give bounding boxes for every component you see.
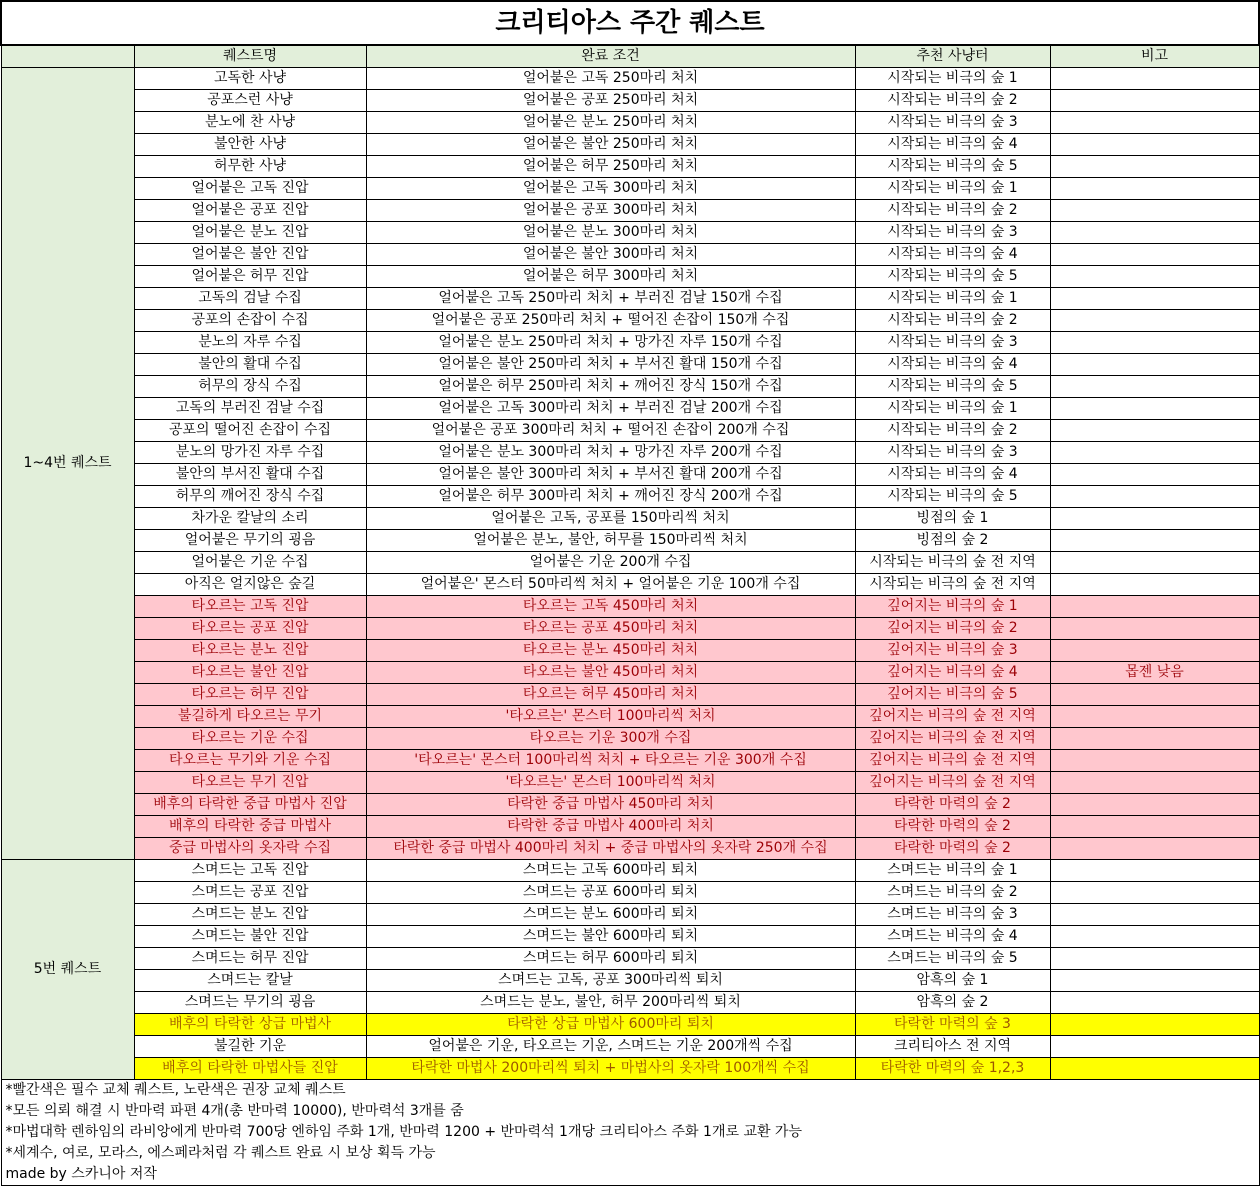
quest-name-cell: 허무의 장식 수집 xyxy=(134,376,366,398)
quest-note-cell xyxy=(1050,90,1259,112)
quest-name-cell: 차가운 칼날의 소리 xyxy=(134,508,366,530)
quest-name-cell: 고독의 부러진 검날 수집 xyxy=(134,398,366,420)
quest-note-cell xyxy=(1050,200,1259,222)
quest-place-cell: 스며드는 비극의 숲 5 xyxy=(855,948,1050,970)
quest-place-cell: 시작되는 비극의 숲 5 xyxy=(855,376,1050,398)
quest-note-cell xyxy=(1050,464,1259,486)
quest-row xyxy=(1,794,1259,816)
quest-row xyxy=(1,992,1259,1014)
quest-place-cell: 빙점의 숲 1 xyxy=(855,508,1050,530)
quest-name-cell: 분노의 자루 수집 xyxy=(134,332,366,354)
quest-place-cell: 시작되는 비극의 숲 5 xyxy=(855,156,1050,178)
quest-note-cell xyxy=(1050,618,1259,640)
quest-place-cell: 빙점의 숲 2 xyxy=(855,530,1050,552)
quest-name-cell: 분노의 망가진 자루 수집 xyxy=(134,442,366,464)
quest-name-cell: 아직은 얼지않은 숲길 xyxy=(134,574,366,596)
quest-condition-cell: 타오르는 공포 450마리 처치 xyxy=(366,618,855,640)
quest-note-cell xyxy=(1050,156,1259,178)
quest-condition-cell: 스며드는 허무 600마리 퇴치 xyxy=(366,948,855,970)
quest-row xyxy=(1,970,1259,992)
quest-note-cell xyxy=(1050,640,1259,662)
quest-condition-cell: 얼어붙은 공포 300마리 처치 xyxy=(366,200,855,222)
quest-row xyxy=(1,618,1259,640)
quest-name-cell: 배후의 타락한 상급 마법사 xyxy=(134,1014,366,1036)
footnote-row xyxy=(1,1080,1259,1102)
quest-row xyxy=(1,816,1259,838)
quest-row xyxy=(1,68,1259,90)
quest-condition-cell: 얼어붙은 고독 300마리 처치 + 부러진 검날 200개 수집 xyxy=(366,398,855,420)
quest-condition-cell: 얼어붙은 허무 300마리 처치 + 깨어진 장식 200개 수집 xyxy=(366,486,855,508)
quest-note-cell xyxy=(1050,970,1259,992)
quest-note-cell xyxy=(1050,992,1259,1014)
quest-name-cell: 얼어붙은 불안 진압 xyxy=(134,244,366,266)
quest-row xyxy=(1,156,1259,178)
quest-row xyxy=(1,508,1259,530)
quest-name-cell: 배후의 타락한 중급 마법사 진압 xyxy=(134,794,366,816)
quest-condition-cell: 타오르는 허무 450마리 처치 xyxy=(366,684,855,706)
quest-place-cell: 크리티아스 전 지역 xyxy=(855,1036,1050,1058)
quest-note-cell xyxy=(1050,684,1259,706)
quest-note-cell xyxy=(1050,904,1259,926)
header-row xyxy=(1,45,1259,68)
quest-row xyxy=(1,552,1259,574)
quest-name-cell: 허무의 깨어진 장식 수집 xyxy=(134,486,366,508)
quest-row xyxy=(1,90,1259,112)
quest-place-cell: 암흑의 숲 1 xyxy=(855,970,1050,992)
quest-condition-cell: 스며드는 고독 600마리 퇴치 xyxy=(366,860,855,882)
quest-condition-cell: 얼어붙은 불안 300마리 처치 xyxy=(366,244,855,266)
quest-condition-cell: 얼어붙은 허무 250마리 처치 + 깨어진 장식 150개 수집 xyxy=(366,376,855,398)
quest-condition-cell: 얼어붙은 고독 250마리 처치 xyxy=(366,68,855,90)
quest-condition-cell: 타락한 중급 마법사 400마리 처치 xyxy=(366,816,855,838)
quest-note-cell xyxy=(1050,772,1259,794)
quest-place-cell: 시작되는 비극의 숲 1 xyxy=(855,68,1050,90)
quest-place-cell: 시작되는 비극의 숲 4 xyxy=(855,354,1050,376)
quest-row xyxy=(1,882,1259,904)
page-title: 크리티아스 주간 퀘스트 xyxy=(1,1,1259,45)
quest-condition-cell: 타락한 중급 마법사 400마리 처치 + 중급 마법사의 옷자락 250개 수집 xyxy=(366,838,855,860)
quest-name-cell: 불길한 기운 xyxy=(134,1036,366,1058)
quest-row xyxy=(1,376,1259,398)
quest-row xyxy=(1,310,1259,332)
quest-place-cell: 시작되는 비극의 숲 전 지역 xyxy=(855,552,1050,574)
quest-place-cell: 스며드는 비극의 숲 2 xyxy=(855,882,1050,904)
quest-condition-cell: 스며드는 분노 600마리 퇴치 xyxy=(366,904,855,926)
quest-place-cell: 시작되는 비극의 숲 5 xyxy=(855,266,1050,288)
quest-name-cell: 타오르는 기운 수집 xyxy=(134,728,366,750)
footnote-text: *세계수, 여로, 모라스, 에스페라처럼 각 퀘스트 완료 시 보상 획득 가능 xyxy=(1,1143,1259,1164)
quest-name-cell: 얼어붙은 기운 수집 xyxy=(134,552,366,574)
quest-row xyxy=(1,266,1259,288)
quest-name-cell: 얼어붙은 공포 진압 xyxy=(134,200,366,222)
footnote-text: *빨간색은 필수 교체 퀘스트, 노란색은 권장 교체 퀘스트 xyxy=(1,1080,1259,1102)
quest-place-cell: 시작되는 비극의 숲 1 xyxy=(855,178,1050,200)
quest-condition-cell: 스며드는 분노, 불안, 허무 200마리씩 퇴치 xyxy=(366,992,855,1014)
quest-condition-cell: 얼어붙은 기운, 타오르는 기운, 스며드는 기운 200개씩 수집 xyxy=(366,1036,855,1058)
quest-row xyxy=(1,860,1259,882)
quest-place-cell: 스며드는 비극의 숲 1 xyxy=(855,860,1050,882)
quest-row xyxy=(1,1036,1259,1058)
quest-name-cell: 스며드는 공포 진압 xyxy=(134,882,366,904)
quest-row xyxy=(1,640,1259,662)
quest-note-cell xyxy=(1050,420,1259,442)
quest-note-cell xyxy=(1050,728,1259,750)
quest-place-cell: 깊어지는 비극의 숲 전 지역 xyxy=(855,728,1050,750)
quest-condition-cell: 타오르는 고독 450마리 처치 xyxy=(366,596,855,618)
header-condition: 완료 조건 xyxy=(366,45,855,68)
footnote-row xyxy=(1,1101,1259,1122)
quest-condition-cell: 타락한 중급 마법사 450마리 처치 xyxy=(366,794,855,816)
quest-row xyxy=(1,684,1259,706)
quest-row xyxy=(1,200,1259,222)
quest-row xyxy=(1,904,1259,926)
quest-note-cell xyxy=(1050,794,1259,816)
quest-condition-cell: 얼어붙은 고독 250마리 처치 + 부러진 검날 150개 수집 xyxy=(366,288,855,310)
quest-place-cell: 시작되는 비극의 숲 3 xyxy=(855,442,1050,464)
quest-condition-cell: 얼어붙은 고독, 공포를 150마리씩 처치 xyxy=(366,508,855,530)
quest-place-cell: 시작되는 비극의 숲 3 xyxy=(855,332,1050,354)
quest-note-cell xyxy=(1050,244,1259,266)
quest-row xyxy=(1,662,1259,684)
quest-note-cell xyxy=(1050,332,1259,354)
quest-note-cell: 몹젠 낮음 xyxy=(1050,662,1259,684)
quest-name-cell: 불안의 활대 수집 xyxy=(134,354,366,376)
quest-name-cell: 공포스런 사냥 xyxy=(134,90,366,112)
quest-name-cell: 타오르는 공포 진압 xyxy=(134,618,366,640)
quest-condition-cell: 타락한 상급 마법사 600마리 퇴치 xyxy=(366,1014,855,1036)
quest-name-cell: 스며드는 불안 진압 xyxy=(134,926,366,948)
quest-row xyxy=(1,244,1259,266)
quest-name-cell: 배후의 타락한 중급 마법사 xyxy=(134,816,366,838)
quest-condition-cell: 얼어붙은 고독 300마리 처치 xyxy=(366,178,855,200)
quest-place-cell: 시작되는 비극의 숲 2 xyxy=(855,420,1050,442)
quest-place-cell: 깊어지는 비극의 숲 1 xyxy=(855,596,1050,618)
quest-place-cell: 스며드는 비극의 숲 3 xyxy=(855,904,1050,926)
quest-name-cell: 얼어붙은 허무 진압 xyxy=(134,266,366,288)
quest-condition-cell: 얼어붙은 불안 300마리 처치 + 부서진 활대 200개 수집 xyxy=(366,464,855,486)
quest-name-cell: 배후의 타락한 마법사들 진압 xyxy=(134,1058,366,1080)
quest-note-cell xyxy=(1050,134,1259,156)
quest-row xyxy=(1,728,1259,750)
quest-condition-cell: '타오르는' 몬스터 100마리씩 처치 xyxy=(366,706,855,728)
quest-place-cell: 시작되는 비극의 숲 3 xyxy=(855,112,1050,134)
quest-row xyxy=(1,354,1259,376)
quest-row xyxy=(1,332,1259,354)
quest-place-cell: 시작되는 비극의 숲 4 xyxy=(855,134,1050,156)
quest-row xyxy=(1,464,1259,486)
quest-name-cell: 불안한 사냥 xyxy=(134,134,366,156)
quest-note-cell xyxy=(1050,398,1259,420)
quest-condition-cell: 얼어붙은 분노 250마리 처치 xyxy=(366,112,855,134)
quest-row xyxy=(1,706,1259,728)
quest-note-cell xyxy=(1050,1014,1259,1036)
quest-note-cell xyxy=(1050,354,1259,376)
footnote-row xyxy=(1,1122,1259,1143)
quest-place-cell: 암흑의 숲 2 xyxy=(855,992,1050,1014)
quest-place-cell: 깊어지는 비극의 숲 2 xyxy=(855,618,1050,640)
quest-name-cell: 허무한 사냥 xyxy=(134,156,366,178)
quest-place-cell: 시작되는 비극의 숲 2 xyxy=(855,90,1050,112)
quest-condition-cell: 타오르는 불안 450마리 처치 xyxy=(366,662,855,684)
header-hunting-ground: 추천 사냥터 xyxy=(855,45,1050,68)
quest-note-cell xyxy=(1050,552,1259,574)
quest-place-cell: 깊어지는 비극의 숲 4 xyxy=(855,662,1050,684)
header-quest-name: 퀘스트명 xyxy=(134,45,366,68)
quest-name-cell: 스며드는 무기의 굉음 xyxy=(134,992,366,1014)
quest-place-cell: 시작되는 비극의 숲 1 xyxy=(855,288,1050,310)
quest-name-cell: 타오르는 무기와 기운 수집 xyxy=(134,750,366,772)
quest-row xyxy=(1,288,1259,310)
quest-note-cell xyxy=(1050,1058,1259,1080)
quest-place-cell: 시작되는 비극의 숲 4 xyxy=(855,464,1050,486)
quest-name-cell: 타오르는 고독 진압 xyxy=(134,596,366,618)
footnote-text: made by 스카니아 저작 xyxy=(1,1164,1259,1186)
footnote-text: *마법대학 렌하임의 라비앙에게 반마력 700당 엔하임 주화 1개, 반마력 1200 + 반마력석 1개당 크리티아스 주화 1개로 교환 가능 xyxy=(1,1122,1259,1143)
quest-note-cell xyxy=(1050,178,1259,200)
quest-name-cell: 공포의 떨어진 손잡이 수집 xyxy=(134,420,366,442)
quest-row xyxy=(1,530,1259,552)
quest-note-cell xyxy=(1050,948,1259,970)
quest-name-cell: 불안의 부서진 활대 수집 xyxy=(134,464,366,486)
quest-group-label: 5번 퀘스트 xyxy=(1,860,134,1080)
quest-condition-cell: 얼어붙은 분노 300마리 처치 xyxy=(366,222,855,244)
quest-condition-cell: 얼어붙은 불안 250마리 처치 + 부서진 활대 150개 수집 xyxy=(366,354,855,376)
quest-name-cell: 스며드는 허무 진압 xyxy=(134,948,366,970)
quest-place-cell: 깊어지는 비극의 숲 전 지역 xyxy=(855,706,1050,728)
quest-condition-cell: 스며드는 고독, 공포 300마리씩 퇴치 xyxy=(366,970,855,992)
footnote-row xyxy=(1,1143,1259,1164)
quest-row xyxy=(1,772,1259,794)
quest-condition-cell: 얼어붙은 허무 250마리 처치 xyxy=(366,156,855,178)
quest-note-cell xyxy=(1050,574,1259,596)
quest-name-cell: 고독한 사냥 xyxy=(134,68,366,90)
quest-condition-cell: 타오르는 기운 300개 수집 xyxy=(366,728,855,750)
quest-name-cell: 고독의 검날 수집 xyxy=(134,288,366,310)
quest-place-cell: 타락한 마력의 숲 2 xyxy=(855,816,1050,838)
quest-place-cell: 시작되는 비극의 숲 전 지역 xyxy=(855,574,1050,596)
quest-note-cell xyxy=(1050,288,1259,310)
quest-place-cell: 시작되는 비극의 숲 3 xyxy=(855,222,1050,244)
quest-name-cell: 스며드는 고독 진압 xyxy=(134,860,366,882)
quest-condition-cell: 스며드는 공포 600마리 퇴치 xyxy=(366,882,855,904)
quest-place-cell: 타락한 마력의 숲 2 xyxy=(855,838,1050,860)
quest-name-cell: 공포의 손잡이 수집 xyxy=(134,310,366,332)
quest-name-cell: 타오르는 분노 진압 xyxy=(134,640,366,662)
quest-condition-cell: 얼어붙은 공포 250마리 처치 xyxy=(366,90,855,112)
quest-name-cell: 타오르는 무기 진압 xyxy=(134,772,366,794)
quest-note-cell xyxy=(1050,530,1259,552)
quest-note-cell xyxy=(1050,310,1259,332)
quest-place-cell: 깊어지는 비극의 숲 전 지역 xyxy=(855,772,1050,794)
quest-condition-cell: '타오르는' 몬스터 100마리씩 처치 xyxy=(366,772,855,794)
quest-note-cell xyxy=(1050,882,1259,904)
quest-name-cell: 분노에 찬 사냥 xyxy=(134,112,366,134)
quest-note-cell xyxy=(1050,838,1259,860)
quest-row xyxy=(1,596,1259,618)
header-remarks: 비고 xyxy=(1050,45,1259,68)
quest-row xyxy=(1,574,1259,596)
footnote-text: *모든 의뢰 해결 시 반마력 파편 4개(총 반마력 10000), 반마력석 3개를 줌 xyxy=(1,1101,1259,1122)
header-corner xyxy=(1,45,134,68)
quest-note-cell xyxy=(1050,222,1259,244)
quest-place-cell: 타락한 마력의 숲 3 xyxy=(855,1014,1050,1036)
quest-note-cell xyxy=(1050,816,1259,838)
quest-row xyxy=(1,838,1259,860)
quest-row xyxy=(1,398,1259,420)
quest-row xyxy=(1,112,1259,134)
quest-note-cell xyxy=(1050,926,1259,948)
quest-name-cell: 얼어붙은 무기의 굉음 xyxy=(134,530,366,552)
quest-condition-cell: 얼어붙은' 몬스터 50마리씩 처치 + 얼어붙은 기운 100개 수집 xyxy=(366,574,855,596)
quest-place-cell: 스며드는 비극의 숲 4 xyxy=(855,926,1050,948)
quest-condition-cell: 얼어붙은 분노 300마리 처치 + 망가진 자루 200개 수집 xyxy=(366,442,855,464)
quest-row xyxy=(1,178,1259,200)
quest-place-cell: 시작되는 비극의 숲 4 xyxy=(855,244,1050,266)
quest-place-cell: 시작되는 비극의 숲 1 xyxy=(855,398,1050,420)
quest-row xyxy=(1,1058,1259,1080)
quest-condition-cell: 얼어붙은 공포 300마리 처치 + 떨어진 손잡이 200개 수집 xyxy=(366,420,855,442)
quest-name-cell: 불길하게 타오르는 무기 xyxy=(134,706,366,728)
quest-condition-cell: 얼어붙은 기운 200개 수집 xyxy=(366,552,855,574)
quest-note-cell xyxy=(1050,508,1259,530)
quest-note-cell xyxy=(1050,68,1259,90)
quest-place-cell: 타락한 마력의 숲 2 xyxy=(855,794,1050,816)
quest-name-cell: 얼어붙은 고독 진압 xyxy=(134,178,366,200)
quest-name-cell: 스며드는 분노 진압 xyxy=(134,904,366,926)
quest-row xyxy=(1,948,1259,970)
quest-note-cell xyxy=(1050,706,1259,728)
quest-group-label: 1~4번 퀘스트 xyxy=(1,68,134,860)
quest-name-cell: 중급 마법사의 옷자락 수집 xyxy=(134,838,366,860)
quest-note-cell xyxy=(1050,1036,1259,1058)
quest-note-cell xyxy=(1050,266,1259,288)
quest-place-cell: 깊어지는 비극의 숲 전 지역 xyxy=(855,750,1050,772)
quest-place-cell: 시작되는 비극의 숲 2 xyxy=(855,310,1050,332)
quest-name-cell: 타오르는 허무 진압 xyxy=(134,684,366,706)
quest-place-cell: 타락한 마력의 숲 1,2,3 xyxy=(855,1058,1050,1080)
quest-name-cell: 얼어붙은 분노 진압 xyxy=(134,222,366,244)
quest-condition-cell: '타오르는' 몬스터 100마리씩 처치 + 타오르는 기운 300개 수집 xyxy=(366,750,855,772)
quest-place-cell: 시작되는 비극의 숲 2 xyxy=(855,200,1050,222)
quest-row xyxy=(1,926,1259,948)
quest-note-cell xyxy=(1050,596,1259,618)
quest-row xyxy=(1,442,1259,464)
quest-place-cell: 시작되는 비극의 숲 5 xyxy=(855,486,1050,508)
quest-place-cell: 깊어지는 비극의 숲 5 xyxy=(855,684,1050,706)
quest-note-cell xyxy=(1050,486,1259,508)
quest-row xyxy=(1,222,1259,244)
quest-note-cell xyxy=(1050,750,1259,772)
quest-row xyxy=(1,486,1259,508)
quest-note-cell xyxy=(1050,112,1259,134)
quest-name-cell: 스며드는 칼날 xyxy=(134,970,366,992)
quest-condition-cell: 얼어붙은 분노, 불안, 허무를 150마리씩 처치 xyxy=(366,530,855,552)
quest-note-cell xyxy=(1050,442,1259,464)
quest-row xyxy=(1,750,1259,772)
quest-condition-cell: 얼어붙은 불안 250마리 처치 xyxy=(366,134,855,156)
quest-row xyxy=(1,134,1259,156)
footnote-row xyxy=(1,1164,1259,1186)
quest-condition-cell: 얼어붙은 공포 250마리 처치 + 떨어진 손잡이 150개 수집 xyxy=(366,310,855,332)
quest-condition-cell: 얼어붙은 허무 300마리 처치 xyxy=(366,266,855,288)
quest-condition-cell: 타락한 마법사 200마리씩 퇴치 + 마법사의 옷자락 100개씩 수집 xyxy=(366,1058,855,1080)
quest-name-cell: 타오르는 불안 진압 xyxy=(134,662,366,684)
quest-row xyxy=(1,1014,1259,1036)
quest-condition-cell: 얼어붙은 분노 250마리 처치 + 망가진 자루 150개 수집 xyxy=(366,332,855,354)
quest-condition-cell: 타오르는 분노 450마리 처치 xyxy=(366,640,855,662)
quest-row xyxy=(1,420,1259,442)
quest-note-cell xyxy=(1050,376,1259,398)
quest-condition-cell: 스며드는 불안 600마리 퇴치 xyxy=(366,926,855,948)
quest-place-cell: 깊어지는 비극의 숲 3 xyxy=(855,640,1050,662)
quest-note-cell xyxy=(1050,860,1259,882)
